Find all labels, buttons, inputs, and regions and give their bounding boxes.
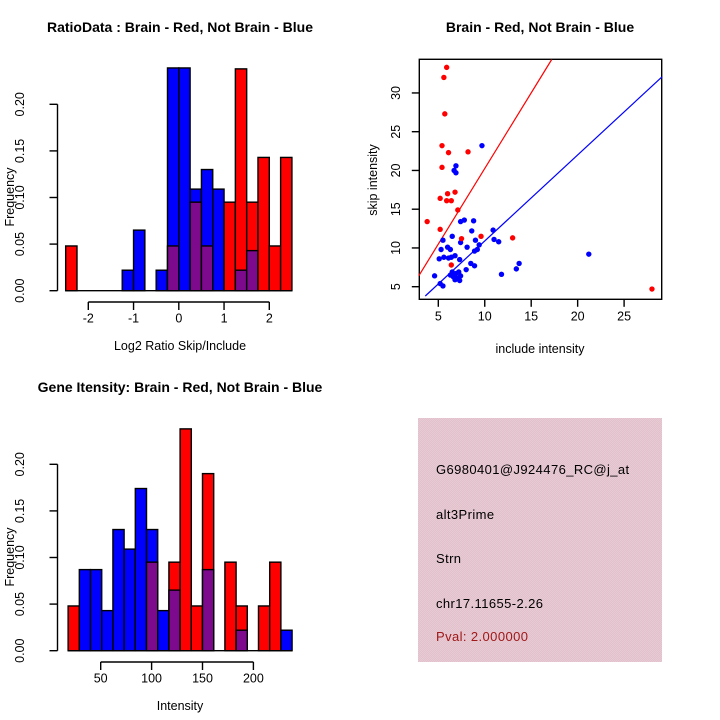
gene-intensity-histogram-plot — [0, 360, 360, 720]
scatter-point-blue — [440, 238, 445, 243]
x-tick-label: 150 — [192, 671, 213, 686]
scatter-point-blue — [452, 277, 457, 282]
scatter-point-red — [441, 75, 446, 80]
splice-type-text: alt3Prime — [436, 507, 495, 522]
hist-bar-red — [269, 246, 280, 291]
scatter-point-blue — [440, 283, 445, 288]
hist-bar-blue — [79, 570, 90, 651]
x-tick-label: 5 — [434, 309, 442, 324]
hist-bar-blue — [179, 68, 190, 291]
scatter-point-red — [445, 191, 450, 196]
scatter-point-blue — [491, 237, 496, 242]
hist-bar-overlap — [236, 630, 247, 651]
scatter-point-blue — [473, 238, 478, 243]
ratio-histogram-title: RatioData : Brain - Red, Not Brain - Blue — [46, 19, 314, 35]
y-tick-label: 0.05 — [13, 231, 27, 257]
panel-gene-info — [360, 360, 720, 720]
x-tick-label: 50 — [93, 671, 108, 686]
scatter-point-blue — [449, 255, 454, 260]
scatter-point-blue — [514, 266, 519, 271]
scatter-point-blue — [476, 242, 481, 247]
scatter-point-red — [449, 198, 454, 203]
x-tick-label: -2 — [82, 311, 94, 326]
hist-bar-red — [224, 202, 235, 291]
y-tick-label: 0.20 — [13, 92, 27, 117]
hist-bar-blue — [102, 611, 113, 651]
x-tick-label: 15 — [524, 309, 539, 324]
hist-bar-blue — [135, 489, 146, 651]
scatter-point-blue — [438, 247, 443, 252]
hist-bar-overlap — [247, 251, 258, 291]
brain-fit-line — [419, 60, 552, 276]
hist-bar-red — [225, 562, 236, 651]
hist-bar-blue — [281, 630, 292, 651]
scatter-point-red — [455, 207, 460, 212]
notbrain-fit-line — [425, 77, 662, 296]
scatter-point-red — [449, 262, 454, 267]
gene-histogram-title: Gene Itensity: Brain - Red, Not Brain - Blue — [37, 379, 323, 395]
ratio-histogram-plot — [0, 0, 360, 360]
y-tick-label: 0.10 — [13, 185, 27, 210]
x-tick-label: 10 — [477, 309, 492, 324]
y-tick-label: 20 — [389, 163, 403, 178]
ratio-histogram-xlabel: Log2 Ratio Skip/Include — [113, 339, 247, 353]
panel-intensity-scatter — [360, 0, 720, 360]
scatter-point-blue — [448, 247, 453, 252]
x-tick-label: 100 — [141, 671, 163, 686]
scatter-point-red — [439, 165, 444, 170]
hist-bar-blue — [156, 270, 167, 291]
scatter-point-blue — [453, 170, 458, 175]
scatter-point-blue — [490, 227, 495, 232]
scatter-point-red — [442, 111, 447, 116]
x-tick-label: 20 — [570, 309, 585, 324]
y-tick-label: 15 — [389, 202, 403, 217]
hist-bar-overlap — [235, 270, 246, 291]
scatter-point-red — [437, 196, 442, 201]
panel-ratio-histogram — [0, 0, 360, 360]
hist-bar-red — [258, 157, 269, 290]
x-tick-label: 25 — [617, 309, 632, 324]
hist-bar-blue — [213, 189, 224, 291]
x-tick-label: 2 — [265, 311, 273, 326]
probe-id-text: G6980401@J924476_RC@j_at — [436, 462, 630, 477]
y-tick-label: 10 — [389, 240, 403, 255]
scatter-point-blue — [472, 263, 477, 268]
y-tick-label: 0.00 — [13, 278, 27, 303]
hist-bar-blue — [124, 549, 135, 651]
scatter-point-blue — [457, 278, 462, 283]
hist-bar-red — [180, 429, 191, 651]
y-tick-label: 0.20 — [13, 452, 27, 477]
hist-bar-overlap — [190, 202, 201, 291]
scatter-point-blue — [516, 261, 521, 266]
scatter-title: Brain - Red, Not Brain - Blue — [445, 19, 635, 35]
scatter-point-red — [446, 150, 451, 155]
scatter-point-blue — [469, 228, 474, 233]
hist-bar-red — [66, 246, 77, 291]
scatter-point-red — [437, 227, 442, 232]
hist-bar-blue — [134, 230, 145, 291]
scatter-point-blue — [496, 239, 501, 244]
hist-bar-overlap — [201, 246, 212, 291]
gene-histogram-xlabel: Intensity — [156, 699, 204, 713]
hist-bar-blue — [158, 611, 169, 651]
hist-bar-blue — [122, 270, 133, 291]
hist-bar-red — [68, 606, 79, 651]
y-tick-label: 0.05 — [13, 591, 27, 617]
gene-name-text: Strn — [436, 551, 462, 566]
scatter-point-blue — [464, 244, 469, 249]
scatter-point-blue — [457, 257, 462, 262]
y-tick-label: 30 — [389, 85, 403, 100]
gene-info-box — [418, 418, 662, 662]
scatter-point-red — [465, 149, 470, 154]
y-tick-label: 5 — [389, 283, 403, 291]
scatter-point-blue — [471, 218, 476, 223]
x-tick-label: 0 — [175, 311, 183, 326]
scatter-point-blue — [448, 272, 453, 277]
hist-bar-red — [281, 157, 292, 290]
scatter-point-blue — [453, 163, 458, 168]
scatter-point-blue — [437, 256, 442, 261]
scatter-point-red — [459, 236, 464, 241]
scatter-point-red — [424, 219, 429, 224]
intensity-scatter-plot — [360, 0, 720, 360]
scatter-point-red — [478, 234, 483, 239]
scatter-point-red — [444, 198, 449, 203]
scatter-point-blue — [463, 267, 468, 272]
y-tick-label: 25 — [389, 124, 403, 139]
scatter-point-blue — [586, 251, 591, 256]
hist-bar-red — [270, 562, 281, 651]
x-tick-label: -1 — [127, 311, 140, 326]
plot-box — [419, 59, 661, 299]
scatter-xlabel: include intensity — [495, 342, 585, 356]
hist-bar-overlap — [169, 590, 180, 651]
hist-bar-blue — [113, 530, 124, 651]
hist-bar-red — [191, 606, 202, 651]
ratio-histogram-ylabel: Frequency — [3, 167, 17, 227]
y-tick-label: 0.10 — [13, 545, 27, 570]
scatter-point-blue — [475, 247, 480, 252]
scatter-point-blue — [450, 234, 455, 239]
y-tick-label: 0.00 — [13, 638, 27, 663]
x-tick-label: 1 — [220, 311, 228, 326]
scatter-point-red — [452, 189, 457, 194]
scatter-point-red — [649, 286, 654, 291]
scatter-point-blue — [499, 272, 504, 277]
scatter-point-blue — [441, 255, 446, 260]
chromosome-location-text: chr17.11655-2.26 — [436, 596, 544, 611]
scatter-point-red — [439, 143, 444, 148]
scatter-point-red — [510, 235, 515, 240]
x-tick-label: 200 — [242, 671, 264, 686]
hist-bar-red — [258, 606, 269, 651]
hist-bar-blue — [91, 570, 102, 651]
pval-text: Pval: 2.000000 — [436, 629, 529, 644]
scatter-point-blue — [458, 219, 463, 224]
scatter-point-red — [444, 65, 449, 70]
gene-histogram-ylabel: Frequency — [3, 527, 17, 587]
scatter-ylabel: skip intensity — [366, 144, 380, 216]
scatter-point-blue — [479, 143, 484, 148]
hist-bar-red — [235, 69, 246, 291]
hist-bar-overlap — [203, 570, 214, 651]
panel-gene-intensity-histogram — [0, 360, 360, 720]
y-tick-label: 0.15 — [13, 498, 27, 524]
y-tick-label: 0.15 — [13, 138, 27, 164]
hist-bar-overlap — [167, 246, 178, 291]
scatter-point-blue — [432, 273, 437, 278]
hist-bar-overlap — [147, 562, 158, 651]
